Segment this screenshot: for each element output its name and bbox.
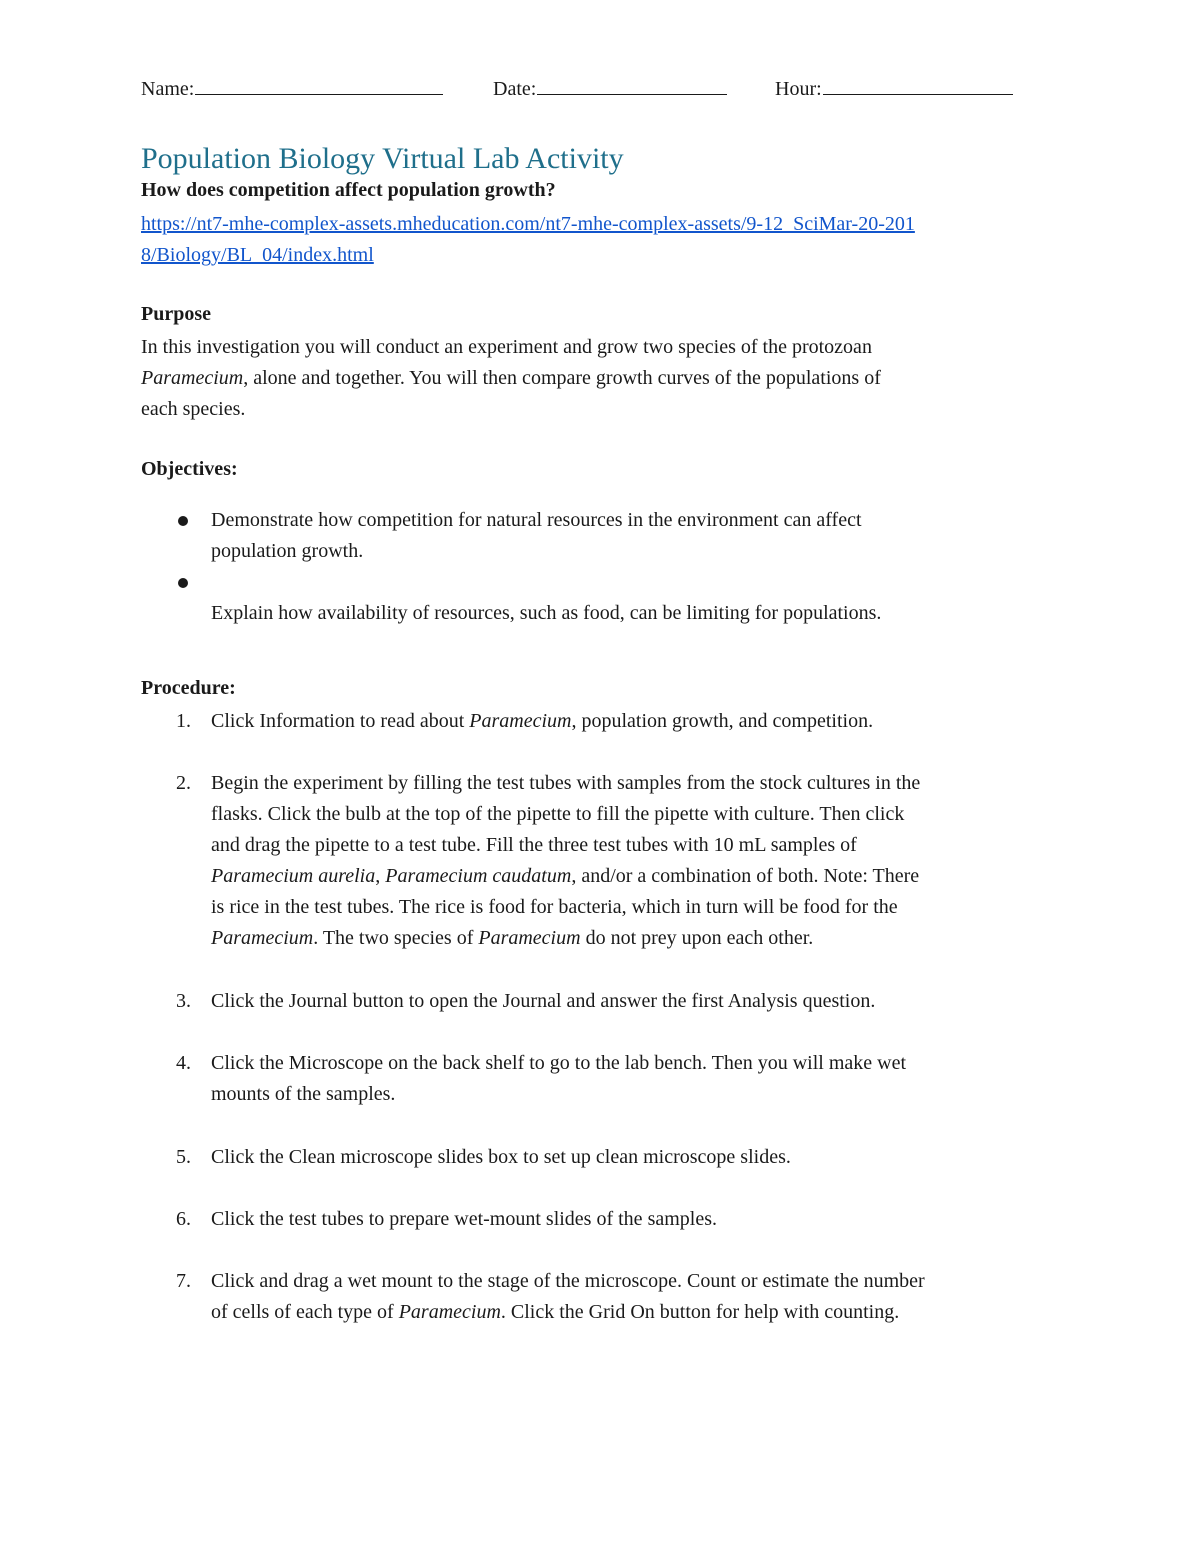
step-number: 3. [176, 990, 191, 1012]
species-term: Paramecium aurelia [211, 865, 376, 887]
step-number: 6. [176, 1208, 191, 1230]
date-label: Date: [493, 78, 537, 100]
species-term: Paramecium [141, 367, 244, 389]
step-number: 1. [176, 710, 191, 732]
lab-link-line1[interactable]: https://nt7-mhe-complex-assets.mheducation.com/nt7-mhe-complex-assets/9-12_SciMar-20-201 [141, 213, 915, 235]
species-term: Paramecium [211, 927, 314, 949]
date-field[interactable] [493, 72, 727, 101]
species-term: Paramecium [398, 1301, 501, 1323]
step-number: 4. [176, 1052, 191, 1074]
species-term: Paramecium caudatum [385, 865, 572, 887]
hour-label: Hour: [775, 78, 822, 100]
name-blank[interactable] [195, 72, 443, 95]
lab-link[interactable] [141, 209, 1056, 271]
bullet-icon [178, 516, 188, 526]
purpose-line: each species. [141, 398, 246, 420]
page-subtitle: How does competition affect population growth? [141, 179, 556, 201]
objectives-heading: Objectives: [141, 458, 238, 480]
species-term: Paramecium [469, 710, 572, 732]
page-title: Population Biology Virtual Lab Activity [141, 142, 624, 175]
date-blank[interactable] [537, 72, 727, 95]
purpose-line: Paramecium, alone and together. You will then compare growth curves of the populations of [141, 367, 881, 389]
hour-blank[interactable] [823, 72, 1013, 95]
bullet-icon [178, 578, 188, 588]
name-field[interactable] [141, 72, 443, 101]
name-label: Name: [141, 78, 195, 100]
purpose-paragraph [141, 332, 1041, 425]
procedure-heading: Procedure: [141, 677, 236, 699]
species-term: Paramecium [478, 927, 581, 949]
lab-link-line2[interactable]: 8/Biology/BL_04/index.html [141, 244, 374, 266]
step-number: 7. [176, 1270, 191, 1292]
step-number: 2. [176, 772, 191, 794]
header-fields [141, 72, 1061, 102]
hour-field[interactable] [775, 72, 1013, 101]
purpose-line: In this investigation you will conduct an experiment and grow two species of the protozoan [141, 336, 872, 358]
purpose-heading: Purpose [141, 303, 211, 325]
step-number: 5. [176, 1146, 191, 1168]
